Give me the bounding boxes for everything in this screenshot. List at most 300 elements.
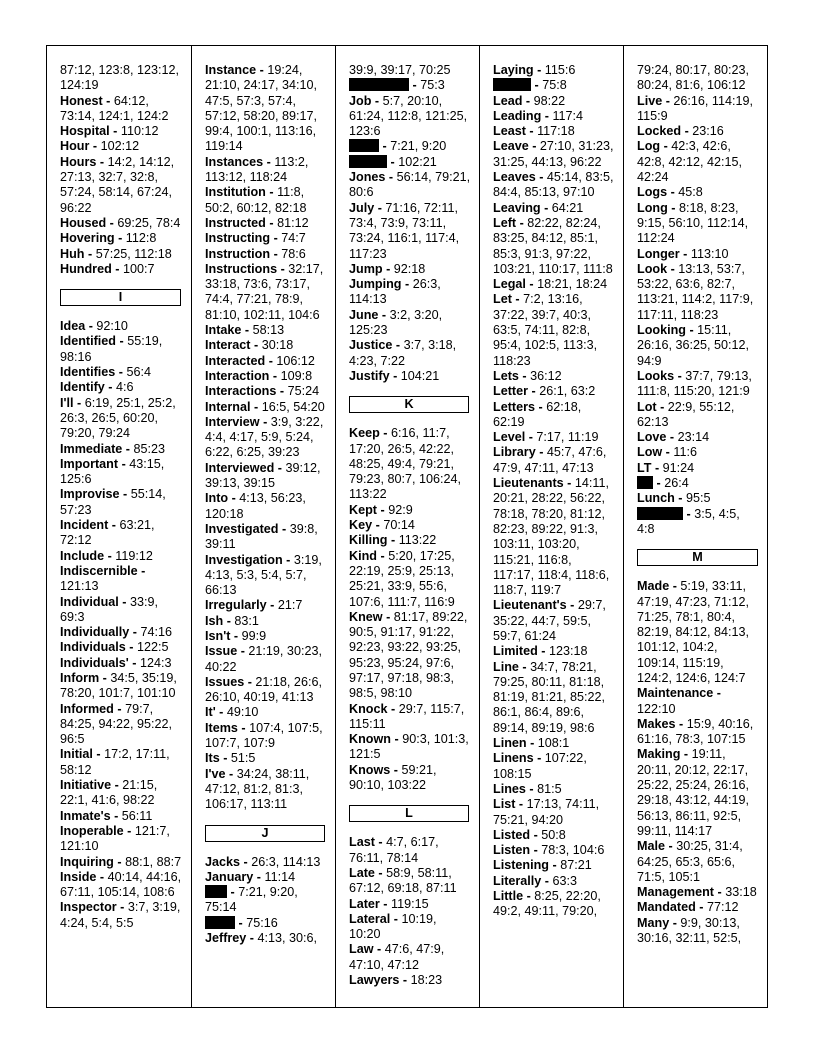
index-entry: June - 3:2, 3:20, 125:23 [349, 307, 443, 338]
index-entry: - 75:3 [349, 78, 471, 93]
page-references: 110:12 [120, 124, 159, 139]
redaction-block [349, 139, 379, 152]
index-entry: Interaction - 109:8 [205, 368, 313, 383]
index-term: Knows [349, 762, 391, 777]
index-term: Listed [493, 827, 531, 842]
index-entry: Intake - 58:13 [205, 323, 285, 338]
index-term: I'll [60, 395, 74, 410]
page-references: 36:12 [530, 368, 562, 383]
index-term: Investigation [205, 552, 283, 567]
page-references: 7:21, 9:20 [390, 139, 447, 154]
page-references: 22:9, 55:12, 62:13 [637, 399, 735, 429]
index-entry: Irregularly - 21:7 [205, 598, 303, 613]
index-term: Job [349, 93, 372, 108]
index-entry: Investigated - 39:8, 39:11 [205, 521, 318, 552]
page-references: 21:7 [277, 598, 303, 613]
page-references: 63:21, 72:12 [60, 518, 155, 548]
index-entry: Literally - 63:3 [493, 873, 578, 888]
page-references: 14:11, 20:21, 28:22, 56:22, 78:18, 78:20, 81:12, 82:23, 89:22, 91:3, 103:11, 103:20, 115:21, 116:8, 117:17, 118:4, 118:6, 118:7, 119:7 [493, 476, 610, 598]
index-term: Hovering [60, 231, 115, 246]
page-references: 75:24 [287, 384, 320, 399]
page-references: 3:19, 4:13, 5:3, 5:4, 5:7, 66:13 [205, 552, 322, 598]
index-term: Jacks [205, 854, 241, 869]
page-references: 15:11, 26:16, 36:25, 50:12, 94:9 [637, 323, 750, 368]
page-references: 71:16, 72:11, 73:4, 73:9, 73:11, 73:24, 116:1, 117:4, 117:23 [349, 200, 460, 261]
index-entry: Let - 7:2, 13:16, 37:22, 39:7, 40:3, 63:5, 74:11, 82:8, 95:4, 102:5, 113:3, 118:23 [493, 292, 598, 368]
index-entry: Include - 119:12 [60, 548, 153, 563]
index-entry: Making - 19:11, 20:11, 20:12, 22:17, 25:22, 25:24, 26:16, 29:18, 43:12, 44:19, 56:13, 86:11, 92:5, 99:11, 114:17 [637, 747, 750, 838]
index-term: Left [493, 215, 517, 230]
index-term: Issue [205, 644, 238, 659]
index-entry: Instruction - 78:6 [205, 246, 306, 261]
index-entry: Job - 5:7, 20:10, 61:24, 112:8, 121:25, 123:6 [349, 93, 468, 139]
page-references: 6:19, 25:1, 25:2, 26:3, 26:5, 60:20, 79:20, 79:24 [60, 395, 176, 441]
index-entry: - 3:5, 4:5, 4:8 [637, 506, 740, 536]
page-references: 3:2, 3:20, 125:23 [349, 307, 443, 338]
index-entry: Institution - 11:8, 50:2, 60:12, 82:18 [205, 185, 307, 215]
page-references: 4:6 [115, 380, 134, 395]
index-term: Lunch [637, 491, 675, 506]
page-references: 26:3, 114:13 [251, 854, 321, 869]
index-term: Lot [637, 399, 657, 414]
page-references: 5:20, 17:25, 22:19, 25:9, 25:13, 25:21, 33:9, 55:6, 107:6, 111:7, 116:9 [349, 548, 455, 609]
index-entry: Left - 82:22, 82:24, 83:25, 84:12, 85:1, 85:3, 91:3, 97:22, 103:21, 110:17, 111:8 [493, 215, 613, 276]
index-term: Institution [205, 185, 266, 200]
index-term: Important [60, 456, 119, 471]
index-term: Hours [60, 154, 97, 169]
index-entry: Long - 8:18, 8:23, 9:15, 56:10, 112:14, 112:24 [637, 200, 749, 246]
index-entry: Instructed - 81:12 [205, 215, 309, 230]
index-term: Issues [205, 674, 245, 689]
index-term: Keep [349, 426, 380, 441]
index-term: Lines [493, 781, 526, 796]
index-entry: Lunch - 95:5 [637, 491, 711, 506]
index-term: Instructions [205, 261, 278, 276]
index-entry: Listening - 87:21 [493, 858, 592, 873]
page-references: 26:16, 114:19, 115:9 [637, 93, 754, 123]
index-entry: Lot - 22:9, 55:12, 62:13 [637, 399, 735, 429]
page-references: 79:7, 84:25, 94:22, 95:22, 96:5 [60, 701, 173, 747]
page-references: 121:13 [60, 579, 99, 594]
index-term: Level [493, 430, 526, 445]
index-entry: Immediate - 85:23 [60, 441, 166, 456]
index-entry: Issue - 21:19, 30:23, 40:22 [205, 644, 322, 674]
page-references: 102:21 [398, 154, 437, 169]
index-term: Instructing [205, 231, 271, 246]
index-entry: Many - 9:9, 30:13, 30:16, 32:11, 52:5, [637, 915, 742, 946]
index-term: Hospital [60, 124, 110, 139]
index-entry: Hospital - 110:12 [60, 124, 159, 139]
page-references: 34:7, 78:21, 79:25, 80:11, 81:18, 81:19, 81:21, 85:22, 86:1, 86:4, 89:6, 89:14, 89:19, 98:6 [493, 659, 606, 735]
index-entry: Jones - 56:14, 79:21, 80:6 [349, 170, 471, 200]
index-entry: Library - 45:7, 47:6, 47:9, 47:11, 47:13 [493, 445, 607, 475]
index-entry: Leave - 27:10, 31:23, 31:25, 44:13, 96:22 [493, 139, 614, 169]
index-entry: Its - 51:5 [205, 751, 256, 766]
section-letter-header: K [349, 396, 469, 413]
index-term: Listen [493, 843, 531, 858]
index-entry: I've - 34:24, 38:11, 47:12, 81:2, 81:3, 106:17, 113:11 [205, 766, 310, 812]
index-entry: July - 71:16, 72:11, 73:4, 73:9, 73:11, 73:24, 116:1, 117:4, 117:23 [349, 200, 460, 261]
index-entry: Log - 42:3, 42:6, 42:8, 42:12, 42:15, 42:24 [637, 139, 743, 185]
index-entry: Later - 119:15 [349, 896, 429, 911]
index-term: Later [349, 896, 380, 911]
index-term: Low [637, 445, 663, 460]
page-references: 75:3 [420, 78, 445, 93]
page-references: 95:5 [685, 491, 711, 506]
index-term: Jumping [349, 277, 402, 292]
index-entry [637, 63, 760, 94]
index-entry: Limited - 123:18 [493, 644, 588, 659]
index-entry: Inside - 40:14, 44:16, 67:11, 105:14, 108:6 [60, 869, 182, 900]
page-references: 69:25, 78:4 [117, 215, 181, 230]
index-term: Kind [349, 548, 377, 563]
redaction-block [349, 155, 387, 168]
index-entry: Instance - 19:24, 21:10, 24:17, 34:10, 47:5, 57:3, 57:4, 57:12, 58:20, 89:17, 99:4, 100:1, 113:16, 119:14 [205, 63, 318, 154]
index-entry: Lead - 98:22 [493, 93, 566, 108]
page-references: 113:10 [690, 246, 729, 261]
index-term: Key [349, 518, 373, 533]
index-entry: - 7:21, 9:20 [349, 139, 471, 154]
index-entry: Known - 90:3, 101:3, 121:5 [349, 732, 469, 762]
page-references: 32:17, 33:18, 73:6, 73:17, 74:4, 77:21, 78:9, 81:10, 102:11, 104:6 [205, 261, 324, 322]
index-term: Isn't [205, 628, 231, 643]
page-references: 23:14 [677, 430, 710, 445]
page-references: 3:9, 3:22, 4:4, 4:17, 5:9, 5:24, 6:22, 6:25, 39:23 [205, 414, 324, 460]
index-term: Instances [205, 154, 264, 169]
index-term: Hour [60, 139, 90, 154]
page-references: 56:11 [121, 808, 153, 823]
index-entry: Justify - 104:21 [349, 368, 440, 383]
page-references: 43:15, 125:6 [60, 456, 165, 487]
index-entry: Laying - 115:6 [493, 63, 576, 77]
index-entry: Into - 4:13, 56:23, 120:18 [205, 491, 306, 521]
index-term: Linens [493, 751, 534, 766]
index-term: Lead [493, 93, 523, 108]
page-references: 98:22 [533, 93, 566, 108]
page-references: 50:8 [541, 827, 566, 842]
page-references: 30:25, 31:4, 64:25, 65:3, 65:6, 71:5, 105:1 [637, 839, 743, 884]
index-entry: Identify - 4:6 [60, 380, 134, 395]
index-entry: Killing - 113:22 [349, 533, 437, 548]
page-references: 82:22, 82:24, 83:25, 84:12, 85:1, 85:3, 91:3, 97:22, 103:21, 110:17, 111:8 [493, 215, 613, 276]
index-term: Line [493, 659, 519, 674]
page-references: 4:13, 56:23, 120:18 [205, 491, 306, 521]
index-column-1 [47, 46, 191, 1007]
index-entry: Listen - 78:3, 104:6 [493, 843, 605, 858]
index-term: Identify [60, 380, 105, 395]
index-entry: Male - 30:25, 31:4, 64:25, 65:3, 65:6, 71:5, 105:1 [637, 839, 743, 884]
index-entry: Hovering - 112:8 [60, 231, 157, 246]
page-references: 8:18, 8:23, 9:15, 56:10, 112:14, 112:24 [637, 200, 749, 246]
index-entry [60, 63, 183, 94]
page-references: 3:7, 3:19, 4:24, 5:4, 5:5 [60, 900, 181, 930]
index-term: Long [637, 200, 668, 215]
page-references: 115:6 [544, 63, 576, 77]
index-entry: Individuals' - 124:3 [60, 655, 172, 670]
page-references: 51:5 [230, 751, 256, 766]
index-term: Look [637, 261, 668, 276]
page-references: 39:9, 39:17, 70:25 [349, 63, 451, 77]
page-references: 117:18 [537, 124, 575, 139]
index-entry: January - 11:14 [205, 869, 296, 884]
index-term: January [205, 869, 254, 884]
page-references: 106:12 [276, 353, 315, 368]
index-entry: Knows - 59:21, 90:10, 103:22 [349, 762, 437, 793]
index-term: Interact [205, 338, 251, 353]
index-term: Interaction [205, 368, 270, 383]
index-term: Library [493, 445, 536, 460]
index-term: June [349, 307, 379, 322]
index-term: Least [493, 124, 526, 139]
index-entry: Line - 34:7, 78:21, 79:25, 80:11, 81:18, 81:19, 81:21, 85:22, 86:1, 86:4, 89:6, 89:14, 89:19, 98:6 [493, 659, 606, 735]
page-references: 90:3, 101:3, 121:5 [349, 732, 469, 762]
page-references: 15:9, 40:16, 61:16, 78:3, 107:15 [637, 716, 754, 747]
page-references: 108:1 [537, 736, 570, 751]
page-references: 3:7, 3:18, 4:23, 7:22 [349, 338, 457, 368]
index-term: Making [637, 747, 681, 762]
index-term: Legal [493, 277, 526, 292]
index-entry: - 75:16 [205, 916, 327, 931]
index-column-3 [335, 46, 479, 1007]
page-references: 29:7, 35:22, 44:7, 59:5, 59:7, 61:24 [493, 598, 606, 643]
page-references: 64:12, 73:14, 124:1, 124:2 [60, 93, 169, 123]
page-references: 5:7, 20:10, 61:24, 112:8, 121:25, 123:6 [349, 93, 468, 139]
index-term: Lieutenant's [493, 598, 567, 613]
page-references: 45:7, 47:6, 47:9, 47:11, 47:13 [493, 445, 607, 475]
index-term: Interview [205, 414, 260, 429]
page-references: 19:11, 20:11, 20:12, 22:17, 25:22, 25:24, 26:16, 29:18, 43:12, 44:19, 56:13, 86:11, 92:5, 99:11, 114:17 [637, 747, 750, 838]
index-term: Immediate [60, 441, 123, 456]
index-entry: Instances - 113:2, 113:12, 118:24 [205, 154, 309, 185]
page-references: 119:15 [391, 896, 429, 911]
page-references: 113:22 [398, 533, 437, 548]
index-entry: Honest - 64:12, 73:14, 124:1, 124:2 [60, 93, 169, 123]
index-term: Logs [637, 185, 668, 200]
index-term: Many [637, 915, 670, 930]
index-entry: LT - 91:24 [637, 460, 695, 475]
index-entry: Huh - 57:25, 112:18 [60, 246, 172, 261]
index-term: Last [349, 835, 375, 850]
index-term: Internal [205, 399, 251, 414]
index-entry: Instructing - 74:7 [205, 231, 306, 246]
redaction-block [349, 78, 409, 91]
page-references: 26:1, 63:2 [539, 384, 596, 399]
redaction-block [205, 916, 235, 929]
index-term: Identified [60, 334, 116, 349]
page-references: 16:5, 54:20 [261, 399, 325, 414]
index-entry: Love - 23:14 [637, 430, 710, 445]
index-term: Longer [637, 246, 680, 261]
page-references: 6:16, 11:7, 17:20, 26:5, 42:22, 48:25, 49:4, 79:21, 79:23, 80:7, 106:24, 113:22 [349, 426, 462, 502]
index-entry: - 7:21, 9:20, 75:14 [205, 885, 298, 915]
index-entry: Interacted - 106:12 [205, 353, 315, 368]
page-references: 104:21 [400, 368, 440, 383]
index-entry: Jumping - 26:3, 114:13 [349, 277, 441, 307]
index-column-5 [623, 46, 768, 1007]
index-term: Mandated [637, 900, 696, 915]
index-term: Knew [349, 609, 383, 624]
index-term: Individual [60, 594, 119, 609]
page-references: 7:17, 11:19 [536, 430, 599, 445]
index-term: Live [637, 93, 663, 108]
index-term: Lets [493, 368, 519, 383]
index-term: Made [637, 579, 670, 594]
page-references: 19:24, 21:10, 24:17, 34:10, 47:5, 57:3, 57:4, 57:12, 58:20, 89:17, 99:4, 100:1, 113:16, 119:14 [205, 63, 318, 154]
index-entry: Inquiring - 88:1, 88:7 [60, 854, 182, 869]
page-references: 26:3, 114:13 [349, 277, 441, 307]
page-references: 113:2, 113:12, 118:24 [205, 154, 309, 185]
index-term: Huh [60, 246, 85, 261]
index-term: Maintenance [637, 686, 714, 701]
index-entry: Improvise - 55:14, 57:23 [60, 487, 166, 517]
page-references: 39:8, 39:11 [205, 521, 318, 552]
index-entry: Leaving - 64:21 [493, 200, 584, 215]
page-references: 87:21 [560, 858, 592, 873]
index-column-4 [479, 46, 623, 1007]
index-term: Incident [60, 518, 109, 533]
index-entry: Isn't - 99:9 [205, 628, 267, 643]
page-references: 107:4, 107:5, 107:7, 107:9 [205, 720, 323, 751]
page-references: 21:15, 22:1, 41:6, 98:22 [60, 778, 158, 808]
index-entry: Law - 47:6, 47:9, 47:10, 47:12 [349, 942, 445, 972]
index-entry: Legal - 18:21, 18:24 [493, 277, 608, 292]
page-references: 64:21 [551, 200, 584, 215]
index-term: Individuals [60, 640, 126, 655]
index-term: Instance [205, 63, 257, 77]
index-entry: - 75:8 [493, 78, 615, 93]
index-term: Honest [60, 93, 103, 108]
index-term: July [349, 200, 375, 215]
index-entry: Lets - 36:12 [493, 368, 562, 383]
index-entry: It' - 49:10 [205, 705, 259, 720]
page-references: 37:7, 79:13, 111:8, 115:20, 121:9 [637, 368, 752, 399]
index-entry: Looks - 37:7, 79:13, 111:8, 115:20, 121:9 [637, 368, 752, 399]
page-references: 55:14, 57:23 [60, 487, 166, 517]
page-references: 87:12, 123:8, 123:12, 124:19 [60, 63, 180, 93]
index-term: Idea [60, 319, 86, 334]
page-references: 33:9, 69:3 [60, 594, 158, 624]
index-term: Jones [349, 170, 386, 185]
page-references: 62:18, 62:19 [493, 399, 582, 429]
page-references: 122:5 [136, 640, 169, 655]
page-references: 18:23 [410, 973, 443, 988]
index-entry: Inform - 34:5, 35:19, 78:20, 101:7, 101:10 [60, 670, 177, 701]
index-entry: Incident - 63:21, 72:12 [60, 518, 155, 548]
index-entry: - 26:4 [637, 476, 760, 491]
index-term: Lieutenants [493, 476, 564, 491]
index-entry: Inmate's - 56:11 [60, 808, 153, 823]
index-term: Initial [60, 747, 93, 762]
page-references: 7:2, 13:16, 37:22, 39:7, 40:3, 63:5, 74:11, 82:8, 95:4, 102:5, 113:3, 118:23 [493, 292, 598, 368]
index-entry: Items - 107:4, 107:5, 107:7, 107:9 [205, 720, 323, 751]
page-references: 11:8, 50:2, 60:12, 82:18 [205, 185, 307, 215]
index-term: Intake [205, 323, 242, 338]
page-references: 56:4 [126, 365, 152, 380]
page-references: 78:3, 104:6 [541, 843, 605, 858]
index-entry: Lieutenants - 14:11, 20:21, 28:22, 56:22, 78:18, 78:20, 81:12, 82:23, 89:22, 91:3, 103:11, 103:20, 115:21, 116:8, 117:17, 118:4, 118:6, 118:7, 119:7 [493, 476, 610, 598]
page-references: 45:8 [678, 185, 703, 200]
index-term: Letter [493, 384, 528, 399]
index-entry: Housed - 69:25, 78:4 [60, 215, 181, 230]
index-entry: Issues - 21:18, 26:6, 26:10, 40:19, 41:13 [205, 674, 322, 705]
index-term: Looks [637, 368, 675, 383]
index-term: Investigated [205, 521, 279, 536]
index-term: Leave [493, 139, 529, 154]
index-page [46, 45, 768, 1008]
page-references: 26:4 [664, 476, 689, 491]
page-references: 112:8 [125, 231, 157, 246]
page-references: 47:6, 47:9, 47:10, 47:12 [349, 942, 445, 972]
index-term: Kept [349, 502, 377, 517]
index-entry: Logs - 45:8 [637, 185, 703, 200]
index-term: Leaving [493, 200, 541, 215]
page-references: 75:16 [246, 915, 278, 930]
page-references: 45:14, 83:5, 84:4, 85:13, 97:10 [493, 170, 614, 200]
index-term: Little [493, 889, 524, 904]
index-term: Its [205, 751, 220, 766]
page-references: 5:19, 33:11, 47:19, 47:23, 71:12, 71:25, 78:1, 80:4, 82:19, 84:12, 84:13, 101:12, 104:2, 109:14, 115:19, 124:2, 124:6, 124:7 [637, 579, 750, 685]
index-term: Individually [60, 625, 130, 640]
page-references: 55:19, 98:16 [60, 334, 163, 364]
index-term: Housed [60, 215, 107, 230]
index-entry: Management - 33:18 [637, 885, 757, 900]
index-term: Inform [60, 670, 100, 685]
index-entry: Jacks - 26:3, 114:13 [205, 854, 321, 869]
index-term: Identifies [60, 365, 116, 380]
page-references: 33:18 [725, 885, 757, 900]
index-term: Log [637, 139, 661, 154]
page-references: 21:18, 26:6, 26:10, 40:19, 41:13 [205, 674, 322, 705]
index-term: Interacted [205, 353, 266, 368]
page-references: 34:24, 38:11, 47:12, 81:2, 81:3, 106:17, 113:11 [205, 766, 310, 812]
index-entry: Made - 5:19, 33:11, 47:19, 47:23, 71:12, 71:25, 78:1, 80:4, 82:19, 84:12, 84:13, 101:12, 104:2, 109:14, 115:19, 124:2, 124:6, 124:7 [637, 579, 750, 685]
index-entry: Listed - 50:8 [493, 827, 566, 842]
index-entry: Ish - 83:1 [205, 613, 259, 628]
page-references: 40:14, 44:16, 67:11, 105:14, 108:6 [60, 869, 182, 900]
index-term: Looking [637, 323, 686, 338]
index-entry: Internal - 16:5, 54:20 [205, 399, 325, 414]
page-references: 79:24, 80:17, 80:23, 80:24, 81:6, 106:12 [637, 63, 750, 93]
index-entry: Kind - 5:20, 17:25, 22:19, 25:9, 25:13, 25:21, 33:9, 55:6, 107:6, 111:7, 116:9 [349, 548, 455, 609]
page-references: 91:24 [662, 460, 695, 475]
index-entry: Kept - 92:9 [349, 502, 413, 517]
index-term: Lateral [349, 911, 391, 926]
page-references: 57:25, 112:18 [95, 246, 172, 261]
page-references: 88:1, 88:7 [125, 854, 182, 869]
page-references: 11:6 [673, 445, 697, 460]
index-term: Locked [637, 124, 682, 139]
page-references: 92:9 [388, 502, 413, 517]
index-term: LT [637, 460, 652, 475]
index-term: Late [349, 865, 375, 880]
page-references: 75:8 [542, 78, 567, 93]
index-entry: Individually - 74:16 [60, 625, 172, 640]
index-entry: Looking - 15:11, 26:16, 36:25, 50:12, 94:9 [637, 323, 750, 368]
page-references: 34:5, 35:19, 78:20, 101:7, 101:10 [60, 670, 177, 701]
index-entry: Letters - 62:18, 62:19 [493, 399, 582, 429]
index-term: Laying [493, 63, 534, 77]
index-entry: Indiscernible - 121:13 [60, 563, 146, 594]
index-term: Linen [493, 736, 527, 751]
page-references: 77:12 [706, 900, 739, 915]
index-term: Instructed [205, 215, 266, 230]
page-references: 7:21, 9:20, 75:14 [205, 885, 298, 915]
page-references: 14:2, 14:12, 27:13, 32:7, 32:8, 57:24, 58:14, 67:24, 96:22 [60, 154, 175, 215]
index-term: Hundred [60, 261, 112, 276]
index-term: Justice [349, 338, 393, 353]
index-entry: Investigation - 3:19, 4:13, 5:3, 5:4, 5:7, 66:13 [205, 552, 322, 598]
index-entry: Makes - 15:9, 40:16, 61:16, 78:3, 107:15 [637, 716, 754, 747]
